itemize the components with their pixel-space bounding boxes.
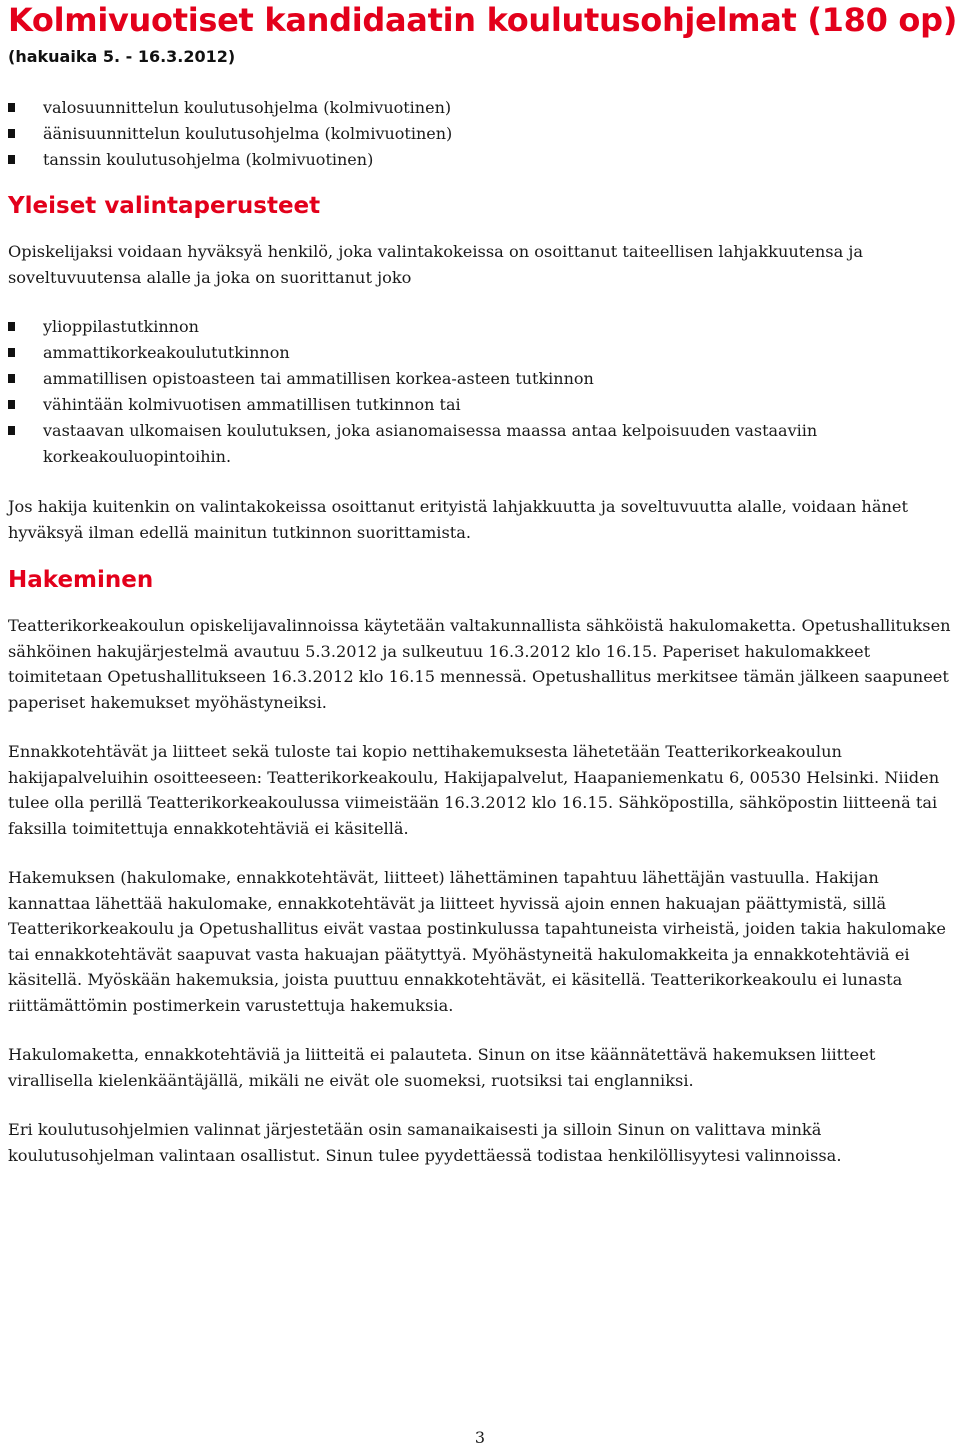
degree-label: ylioppilastutkinnon <box>43 317 199 336</box>
applying-paragraph: Ennakkotehtävät ja liitteet sekä tuloste tai kopio nettihakemuksesta lähetetään Teatterikorkeakoulun hakijapalveluihin osoitteeseen: Teatterikorkeakoulu, Hakijapalvelut, Haapaniemenkatu 6, 00530 Helsinki. Niiden tulee olla perillä Teatterikorkeakoulussa viimeistään 16.3.2012 klo 16.15. Sähköpostilla, sähköpostin liitteenä tai faksilla toimitettuja ennakkotehtäviä ei käsitellä. <box>8 742 940 838</box>
criteria-intro: Opiskelijaksi voidaan hyväksyä henkilö, joka valintakokeissa on osoittanut taiteellisen lahjakkuutensa ja soveltuvuutensa alalle ja joka on suorittanut joko <box>8 242 864 287</box>
square-bullet-icon <box>8 374 15 383</box>
program-label: tanssin koulutusohjelma (kolmivuotinen) <box>43 150 374 169</box>
square-bullet-icon <box>8 155 15 164</box>
degree-label: vastaavan ulkomaisen koulutuksen, joka asianomaisessa maassa antaa kelpoisuuden vastaaviin korkeakouluopintoihin. <box>43 421 818 466</box>
applying-paragraph: Hakemuksen (hakulomake, ennakkotehtävät, liitteet) lähettäminen tapahtuu lähettäjän vastuulla. Hakijan kannattaa lähettää hakulomake, ennakkotehtävät ja liitteet hyvissä ajoin ennen hakuajan päättymistä, sillä Teatterikorkeakoulu ja Opetushallitus eivät vastaa postinkulussa tapahtuneista virheistä, joiden takia hakulomake tai ennakkotehtävät saapuvat vasta hakuajan päätyttyä. Myöhästyneitä hakulomakkeita ja ennakkotehtäviä ei käsitellä. Myöskään hakemuksia, joista puuttuu ennakkotehtävät, ei käsitellä. Teatterikorkeakoulu ei lunasta riittämättömin postimerkein varustettuja hakemuksia. <box>8 868 946 1015</box>
criteria-exception: Jos hakija kuitenkin on valintakokeissa osoittanut erityistä lahjakkuutta ja soveltuvuutta alalle, voidaan hänet hyväksyä ilman edellä mainitun tutkinnon suorittamista. <box>8 497 908 542</box>
square-bullet-icon <box>8 103 15 112</box>
list-item <box>8 314 958 340</box>
applying-paragraph: Teatterikorkeakoulun opiskelijavalinnoissa käytetään valtakunnallista sähköistä hakulomaketta. Opetushallituksen sähköinen hakujärjestelmä avautuu 5.3.2012 ja sulkeutuu 16.3.2012 klo 16.15. Paperiset hakulomakkeet toimitetaan Opetushallitukseen 16.3.2012 klo 16.15 mennessä. Opetushallitus merkitsee tämän jälkeen saapuneet paperiset hakemukset myöhästyneiksi. <box>8 616 951 712</box>
list-item <box>8 366 958 392</box>
program-label: valosuunnittelun koulutusohjelma (kolmivuotinen) <box>43 98 452 117</box>
list-item <box>8 392 958 418</box>
square-bullet-icon <box>8 322 15 331</box>
square-bullet-icon <box>8 129 15 138</box>
applying-heading: Hakeminen <box>8 567 154 593</box>
square-bullet-icon <box>8 426 15 435</box>
application-period: (hakuaika 5. - 16.3.2012) <box>8 47 236 66</box>
program-label: äänisuunnittelun koulutusohjelma (kolmivuotinen) <box>43 124 453 143</box>
degree-label: ammattikorkeakoulututkinnon <box>43 343 290 362</box>
list-item <box>8 418 958 470</box>
applying-paragraph: Hakulomaketta, ennakkotehtäviä ja liitteitä ei palauteta. Sinun on itse käännätettävä hakemuksen liitteet virallisella kielenkääntäjällä, mikäli ne eivät ole suomeksi, ruotsiksi tai englanniksi. <box>8 1045 876 1090</box>
criteria-heading: Yleiset valintaperusteet <box>8 193 321 219</box>
list-item <box>8 340 958 366</box>
square-bullet-icon <box>8 348 15 357</box>
list-item <box>8 121 958 147</box>
applying-paragraph: Eri koulutusohjelmien valinnat järjestetään osin samanaikaisesti ja silloin Sinun on valittava minkä koulutusohjelman valintaan osallistut. Sinun tulee pyydettäessä todistaa henkilöllisyytesi valinnoissa. <box>8 1120 842 1165</box>
page-number: 3 <box>474 1428 486 1447</box>
document-page <box>8 0 958 1168</box>
degree-label: vähintään kolmivuotisen ammatillisen tutkinnon tai <box>43 395 461 414</box>
list-item <box>8 95 958 121</box>
program-list <box>8 95 958 173</box>
square-bullet-icon <box>8 400 15 409</box>
page-title: Kolmivuotiset kandidaatin koulutusohjelmat (180 op) <box>8 1 958 39</box>
degree-list <box>8 314 958 470</box>
list-item <box>8 147 958 173</box>
degree-label: ammatillisen opistoasteen tai ammatillisen korkea-asteen tutkinnon <box>43 369 594 388</box>
